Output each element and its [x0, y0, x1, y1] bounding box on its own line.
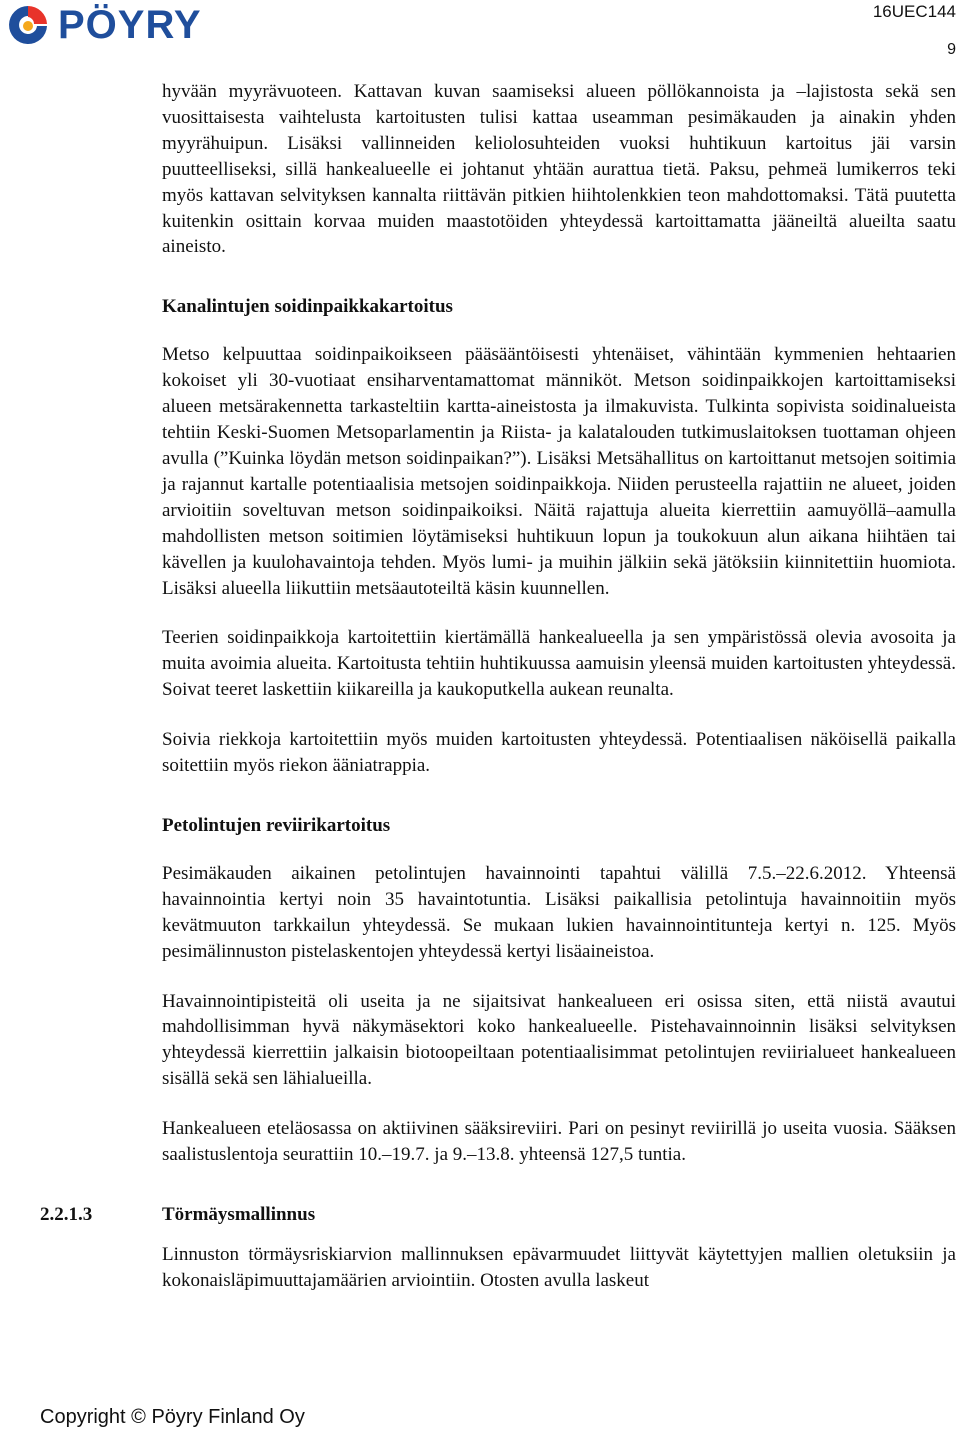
footer-copyright: Copyright © Pöyry Finland Oy — [40, 1406, 305, 1428]
heading-collision-model: Törmäysmallinnus — [162, 1204, 316, 1225]
heading-raptor-territory-survey: Petolintujen reviirikartoitus — [162, 814, 391, 836]
subsection-number: 2.2.1.3 — [40, 1204, 93, 1225]
paragraph-collision-model: Linnuston törmäysriskiarvion mallinnuksen epävarmuudet liittyvät käytettyjen mallien oletuksiin ja kokonaisläpimuuttajamäärien arviointiin. Otosten avulla laskeut — [162, 1244, 956, 1291]
paragraph-capercaillie: Metso kelpuuttaa soidinpaikoikseen pääsääntöisesti yhtenäiset, vähintään kymmenien hehtaarien kokoiset yli 30-vuotiaat ensiharventamattomat männiköt. Metson soidinpaikkojen kartoittamiseksi alueen metsärakennetta tarkasteltiin kartta-aineistosta ja ilmakuvista. Tulkinta sopivista soidinalueista tehtiin Keski-Suomen Metsoparlamentin ja Riista- ja kalatalouden tutkimuslaitoksen tuottaman ohjeen avulla (”Kuinka löydän metson soidinpaikan?”). Lisäksi Metsähallitus on kartoittanut metsojen soitimia ja rajannut kartalle potentiaalisia metsojen soidinpaikkoja. Niiden perusteella rajattiin ne alueet, joiden arvioitiin soveltuvan metson soidinpaikoiksi. Näitä rajattuja alueita kierrettiin aamuyöllä–aamulla mahdollisten metson soitimien löytämiseksi huhtikuun lopun ja toukokuun alun aikana hiihtäen tai kävellen ja kuulohavaintoja tehden. Myös lumi- ja muihin jälkiin sekä jätöksiin kiinnitettiin huomiota. Lisäksi alueella liikuttiin metsäautoteiltä käsin kuunnellen. — [162, 344, 956, 599]
document-id: 16UEC144 — [872, 2, 956, 21]
paragraph-black-grouse: Teerien soidinpaikkoja kartoitettiin kiertämällä hankealueella ja sen ympäristössä olevia avosoita ja muita avoimia alueita. Kartoitusta tehtiin huhtikuussa aamuisin yleensä muiden kartoitusten yhteydessä. Soivat teeret laskettiin kiikareilla ja kaukoputkella aukean reunalta. — [162, 627, 956, 701]
logo-text: PÖYRY — [58, 3, 202, 47]
poyry-logo — [4, 2, 202, 48]
heading-grouse-lek-survey: Kanalintujen soidinpaikkakartoitus — [162, 296, 453, 318]
paragraph-owl-survey: hyvään myyrävuoteen. Kattavan kuvan saamiseksi alueen pöllökannoista ja –lajistosta sekä sen vuosittaisesta vaihtelusta kartoitusten tulisi kattaa useamman pesimäkauden ja ainakin yhden myyrähuipun. Lisäksi vallinneiden keliolosuhteiden vuoksi huhtikuun kartoitus jäi varsin puutteelliseksi, sillä hankealueelle ei johtanut yhtään aurattua tietä. Paksu, pehmeä lumikerros teki myös kattavan selvityksen kannalta riittävän pitkien hiihtolenkkien teon mahdottomaksi. Tätä puutetta kuitenkin osittain korvaa muiden maastotöiden yhteydessä kartoittamatta jääneiltä alueilta saatu aineisto. — [162, 81, 956, 258]
paragraph-osprey: Hankealueen eteläosassa on aktiivinen sääksireviiri. Pari on pesinyt reviirillä jo useita vuosia. Sääksen saalistuslentoja seurattiin 10.–19.7. ja 9.–13.8. yhteensä 127,5 tuntia. — [162, 1118, 956, 1166]
document-body — [40, 79, 956, 1294]
subsection-collision-model — [40, 1202, 956, 1228]
poyry-swirl-icon — [4, 2, 52, 48]
page-number: 9 — [947, 41, 956, 58]
paragraph-ptarmigan: Soivia riekkoja kartoitettiin myös muiden kartoitusten yhteydessä. Potentiaalisen näköisellä paikalla soitettiin myös riekon ääniatrappia. — [162, 729, 956, 777]
paragraph-observation-points: Havainnointipisteitä oli useita ja ne sijaitsivat hankealueen eri osissa siten, että niistä avautui mahdollisimman hyvä näkymäsektori koko hankealueelle. Pistehavainnoinnin lisäksi selvityksen yhteydessä kierrettiin jalkaisin biotoopeiltaan potentiaalisimmat petolintujen reviirialueet hankealueen sisällä sekä sen lähialueilla. — [162, 990, 956, 1090]
paragraph-raptor-observation: Pesimäkauden aikainen petolintujen havainnointi tapahtui välillä 7.5.–22.6.2012. Yhteensä havainnointia kertyi noin 35 havaintotuntia. Lisäksi paikallisia petolintuja havainnoitiin myös kevätmuuton tarkkailun yhteydessä. Se mukaan lukien havainnointitunteja kertyi n. 125. Myös pesimälinnuston pistelaskentojen yhteydessä kertyi lisäaineistoa. — [162, 862, 956, 962]
